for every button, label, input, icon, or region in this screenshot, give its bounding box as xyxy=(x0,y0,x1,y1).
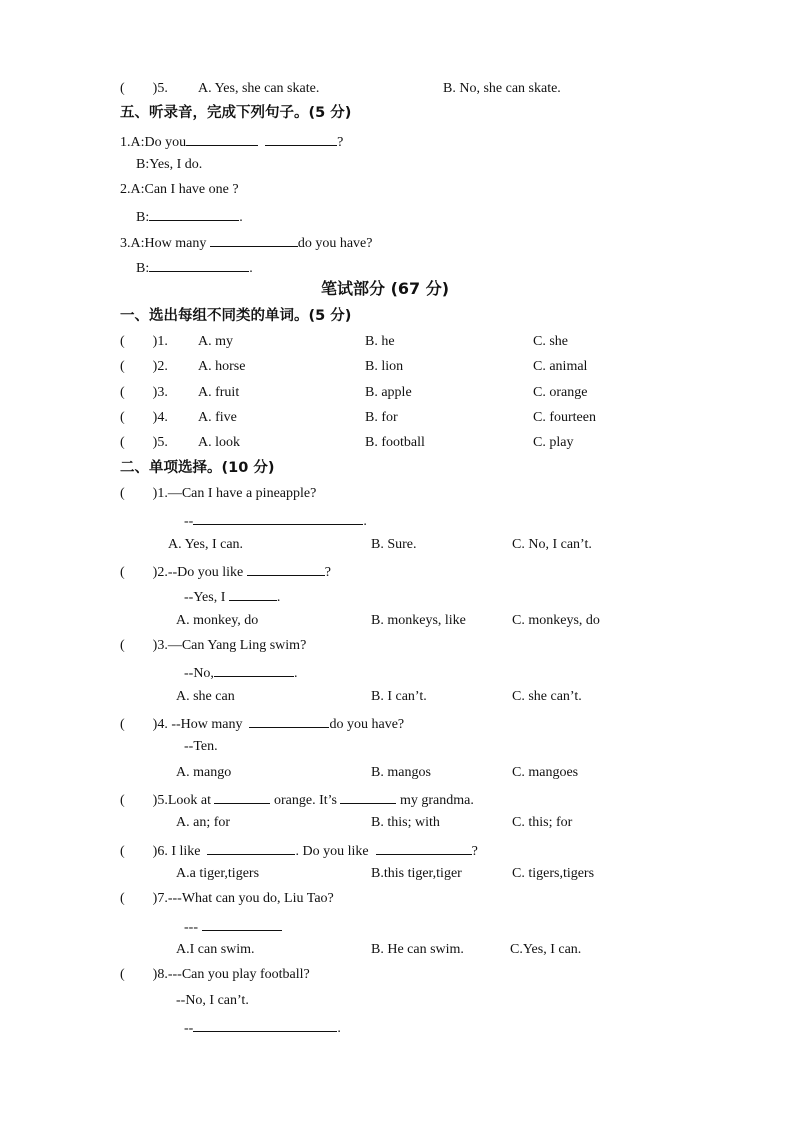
p1-row-option-b: B. for xyxy=(365,410,398,425)
p2-q5-stem: ( )5.Look at orange. It’s my grandma. xyxy=(120,789,474,810)
p1-row-number: ( )3. xyxy=(120,385,168,400)
p2-q1-option-a: A. Yes, I can. xyxy=(168,537,244,552)
answer-blank[interactable] xyxy=(214,789,270,804)
p2-q7-option-c: C.Yes, I can. xyxy=(510,942,582,957)
s5-q3-answer: B: . xyxy=(136,257,253,278)
p2-q5-option-b: B. this; with xyxy=(371,815,440,830)
p2-q1-stem: ( )1.—Can I have a pineapple? xyxy=(120,486,317,501)
section-five-title: 五、听录音，完成下列句子。(5 分) xyxy=(120,105,352,121)
answer-blank[interactable] xyxy=(149,206,239,221)
p2-q3-option-a: A. she can xyxy=(176,689,235,704)
listening-q5-number: ( )5. xyxy=(120,81,168,96)
answer-blank[interactable] xyxy=(210,232,298,247)
answer-blank[interactable] xyxy=(249,713,329,728)
p2-q3-option-b: B. I can’t. xyxy=(371,689,427,704)
p2-q4-response: --Ten. xyxy=(184,739,218,754)
answer-blank[interactable] xyxy=(193,1017,337,1032)
p2-q1-response: -- . xyxy=(184,510,367,531)
p2-q7-option-a: A.I can swim. xyxy=(176,942,255,957)
p2-q3-stem: ( )3.—Can Yang Ling swim? xyxy=(120,638,307,653)
p2-q1-option-b: B. Sure. xyxy=(371,537,417,552)
p2-q4-option-c: C. mangoes xyxy=(512,765,579,780)
p1-row-option-b: B. football xyxy=(365,435,425,450)
answer-blank[interactable] xyxy=(214,662,294,677)
written-section-title: 笔试部分 (67 分) xyxy=(321,279,450,298)
p1-row-option-b: B. apple xyxy=(365,385,412,400)
p2-q6-option-c: C. tigers,tigers xyxy=(512,866,595,881)
p2-q5-option-c: C. this; for xyxy=(512,815,573,830)
s5-q1-answer: B:Yes, I do. xyxy=(136,157,203,172)
p1-row-option-b: B. he xyxy=(365,334,395,349)
p1-row-option-c: C. animal xyxy=(533,359,588,374)
p2-q4-option-b: B. mangos xyxy=(371,765,431,780)
p1-row-number: ( )1. xyxy=(120,334,168,349)
answer-blank[interactable] xyxy=(207,840,295,855)
answer-blank[interactable] xyxy=(186,131,258,146)
listening-q5-option-a: A. Yes, she can skate. xyxy=(198,81,320,96)
answer-blank[interactable] xyxy=(149,257,249,272)
p1-row-option-a: A. my xyxy=(198,334,233,349)
answer-blank[interactable] xyxy=(229,586,277,601)
p2-q6-option-a: A.a tiger,tigers xyxy=(176,866,260,881)
p2-q7-option-b: B. He can swim. xyxy=(371,942,464,957)
p1-row-option-b: B. lion xyxy=(365,359,404,374)
p2-q8-response-1: --No, I can’t. xyxy=(176,993,249,1008)
p2-q6-stem: ( )6. I like . Do you like ? xyxy=(120,840,478,861)
p1-row-option-a: A. fruit xyxy=(198,385,240,400)
p1-row-option-a: A. five xyxy=(198,410,237,425)
p2-q8-response-2: -- . xyxy=(184,1017,341,1038)
part-one-title: 一、选出每组不同类的单词。(5 分) xyxy=(120,308,352,324)
p1-row-number: ( )5. xyxy=(120,435,168,450)
p2-q7-stem: ( )7.---What can you do, Liu Tao? xyxy=(120,891,334,906)
p1-row-option-c: C. play xyxy=(533,435,574,450)
p2-q8-stem: ( )8.---Can you play football? xyxy=(120,967,310,982)
p2-q4-option-a: A. mango xyxy=(176,765,232,780)
answer-blank[interactable] xyxy=(265,131,337,146)
s5-q3-question: 3.A:How many do you have? xyxy=(120,232,372,253)
p2-q2-stem: ( )2.--Do you like ? xyxy=(120,561,331,582)
answer-blank[interactable] xyxy=(247,561,325,576)
p2-q7-response: --- xyxy=(184,916,282,937)
p2-q4-stem: ( )4. --How many do you have? xyxy=(120,713,404,734)
answer-blank[interactable] xyxy=(340,789,396,804)
p1-row-option-a: A. look xyxy=(198,435,240,450)
s5-q2-question: 2.A:Can I have one ? xyxy=(120,182,239,197)
p2-q2-option-c: C. monkeys, do xyxy=(512,613,600,628)
p2-q5-option-a: A. an; for xyxy=(176,815,231,830)
s5-q2-answer: B: . xyxy=(136,206,243,227)
answer-blank[interactable] xyxy=(376,840,472,855)
p1-row-number: ( )4. xyxy=(120,410,168,425)
p2-q3-option-c: C. she can’t. xyxy=(512,689,582,704)
p2-q2-option-b: B. monkeys, like xyxy=(371,613,466,628)
listening-q5-option-b: B. No, she can skate. xyxy=(443,81,561,96)
p2-q1-option-c: C. No, I can’t. xyxy=(512,537,592,552)
answer-blank[interactable] xyxy=(202,916,282,931)
answer-blank[interactable] xyxy=(193,510,363,525)
part-two-title: 二、单项选择。(10 分) xyxy=(120,460,275,476)
s5-q1-question: 1.A:Do you ? xyxy=(120,131,343,152)
p1-row-option-c: C. orange xyxy=(533,385,588,400)
p1-row-option-c: C. fourteen xyxy=(533,410,596,425)
p2-q2-response: --Yes, I . xyxy=(184,586,280,607)
p2-q6-option-b: B.this tiger,tiger xyxy=(371,866,462,881)
p2-q2-option-a: A. monkey, do xyxy=(176,613,259,628)
p1-row-option-c: C. she xyxy=(533,334,568,349)
p1-row-option-a: A. horse xyxy=(198,359,246,374)
p2-q3-response: --No, . xyxy=(184,662,297,683)
p1-row-number: ( )2. xyxy=(120,359,168,374)
